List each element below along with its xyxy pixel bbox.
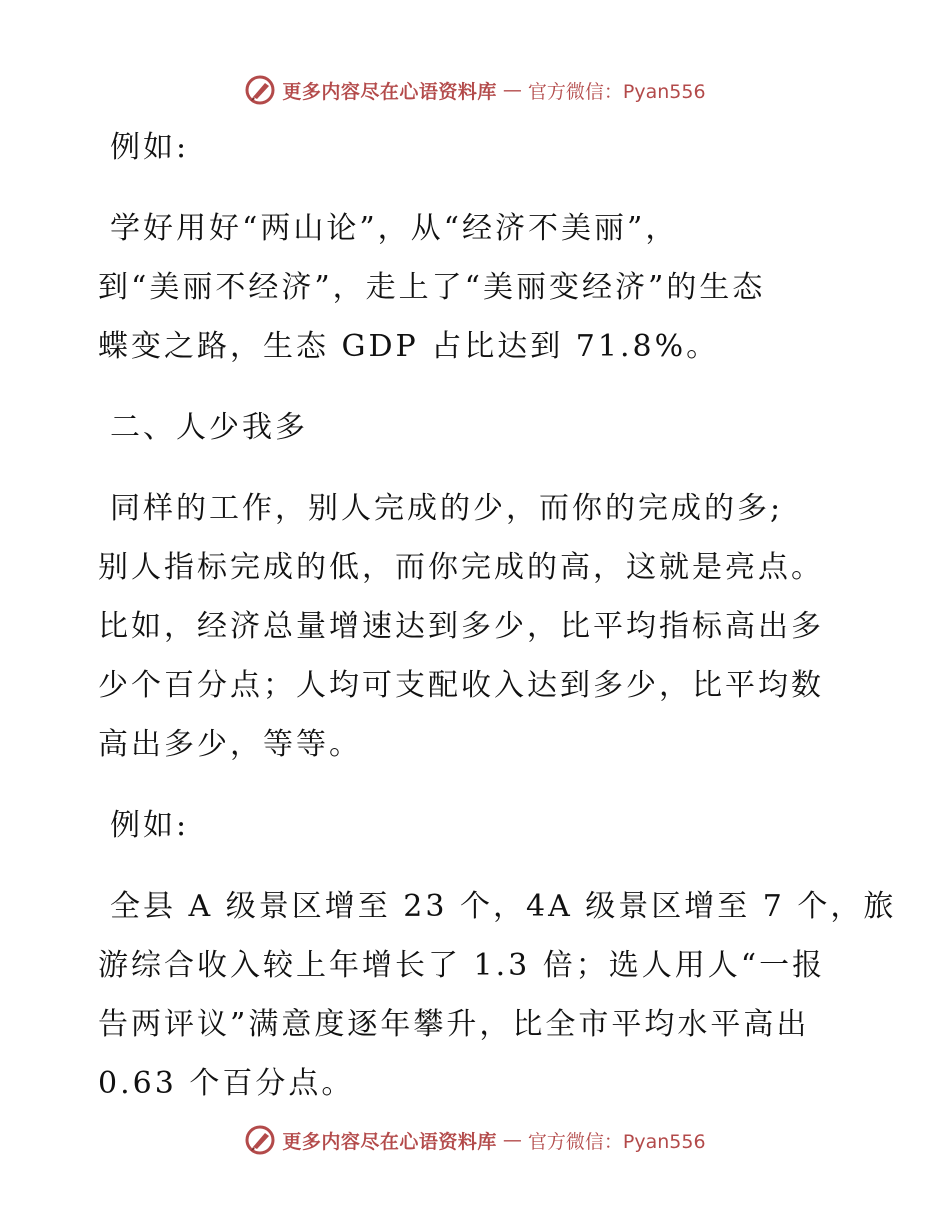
footer-banner-separator: —: [502, 1129, 522, 1151]
header-banner: [0, 70, 950, 110]
footer-banner: [0, 1120, 950, 1160]
section-heading: [98, 398, 850, 457]
text-line: 例如:: [110, 130, 190, 165]
document-body: [98, 118, 897, 1135]
paragraph-scenic-areas: [98, 877, 897, 1113]
text-line: 例如:: [110, 808, 190, 843]
text-line: 学好用好“两山论”，从“经济不美丽”，: [110, 211, 679, 246]
header-banner-text: 更多内容尽在心语资料库: [282, 80, 497, 103]
text-line: 比如，经济总量增速达到多少，比平均指标高出多: [98, 609, 824, 644]
text-line: 高出多少，等等。: [98, 727, 362, 762]
text-line: 0.63 个百分点。: [98, 1066, 355, 1101]
text-line: 告两评议”满意度逐年攀升，比全市平均水平高出: [98, 1007, 810, 1042]
footer-banner-text: 更多内容尽在心语资料库: [282, 1130, 497, 1153]
header-banner-separator: —: [502, 79, 522, 101]
text-line: 二、人少我多: [110, 410, 308, 445]
text-line: 游综合收入较上年增长了 1.3 倍；选人用人“一报: [98, 948, 826, 983]
pen-logo-icon: [244, 1124, 276, 1156]
text-line: 到“美丽不经济”，走上了“美丽变经济”的生态: [98, 270, 766, 305]
text-line: 别人指标完成的低，而你完成的高，这就是亮点。: [98, 550, 824, 585]
text-line: 少个百分点；人均可支配收入达到多少，比平均数: [98, 668, 824, 703]
paragraph-comparison: [98, 479, 850, 774]
paragraph-example-label-1: [98, 118, 850, 177]
footer-wechat-text: 官方微信：Pyan556: [527, 1130, 706, 1153]
paragraph-two-mountains: [98, 199, 850, 376]
text-line: 同样的工作，别人完成的少，而你的完成的多;: [110, 491, 784, 526]
pen-logo-icon: [244, 74, 276, 106]
header-wechat-text: 官方微信：Pyan556: [527, 80, 706, 103]
text-line: 蝶变之路，生态 GDP 占比达到 71.8%。: [98, 329, 720, 364]
text-line: 全县 A 级景区增至 23 个，4A 级景区增至 7 个，旅: [110, 889, 897, 924]
paragraph-example-label-2: [98, 796, 850, 855]
